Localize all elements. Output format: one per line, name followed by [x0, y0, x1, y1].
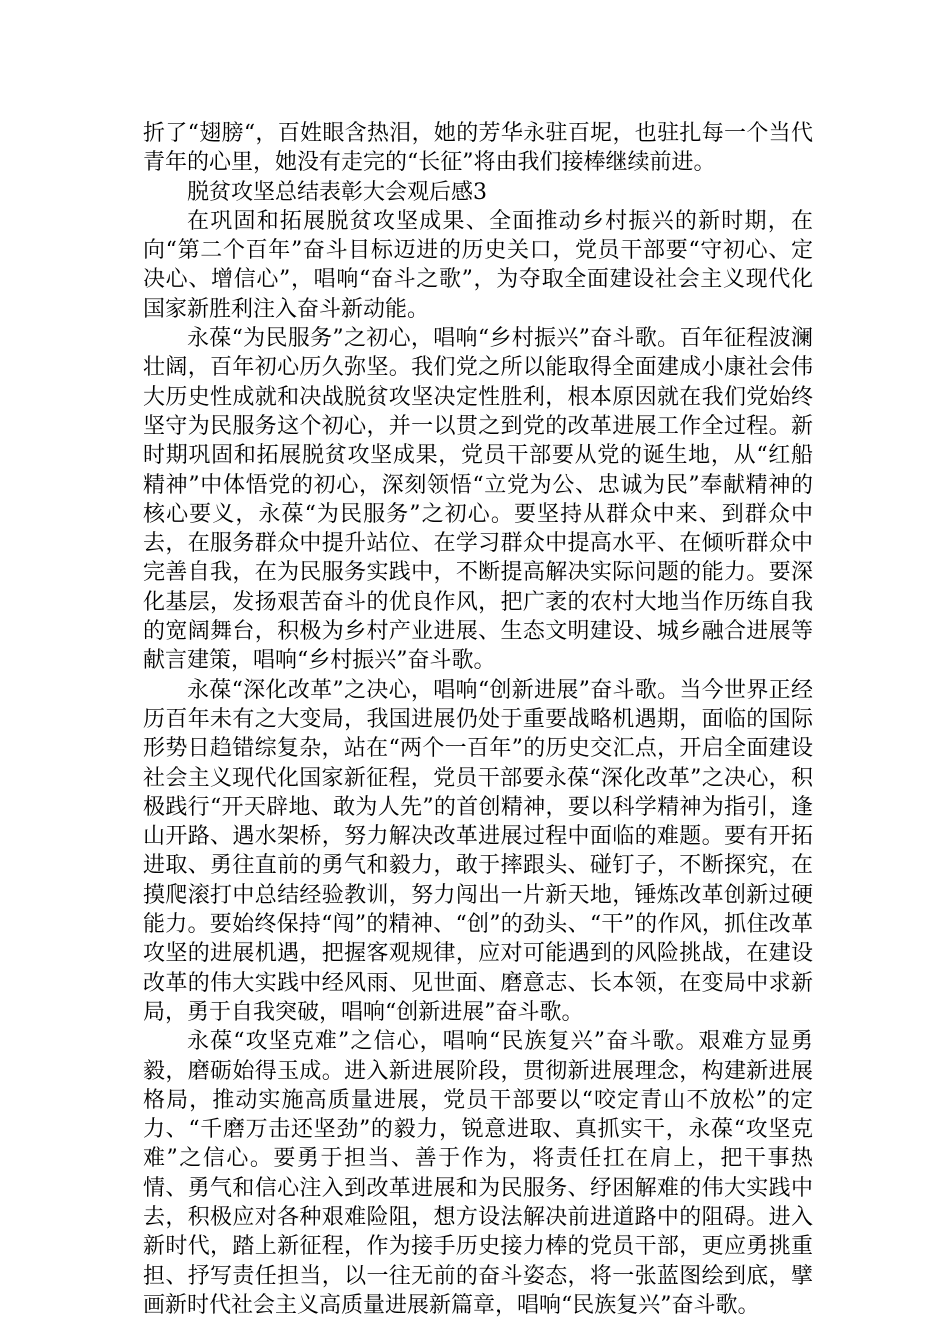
section-heading: 脱贫攻坚总结表彰大会观后感3 [187, 179, 487, 205]
paragraph-continuation: 折了“翅膀“，百姓眼含热泪，她的芳华永驻百坭，也驻扎每一个当代青年的心里，她没有走完的“长征”将由我们接棒继续前进。 [143, 121, 813, 176]
paragraph-intro: 在巩固和拓展脱贫攻坚成果、全面推动乡村振兴的新时期，在向“第二个百年”奋斗目标迈进的历史关口，党员干部要“守初心、定决心、增信心”，唱响“奋斗之歌”，为夺取全面建设社会主义现代化国家新胜利注入奋斗新动能。 [143, 208, 813, 322]
paragraph-service: 永葆“为民服务”之初心，唱响“乡村振兴”奋斗歌。百年征程波澜壮阔，百年初心历久弥坚。我们党之所以能取得全面建成小康社会伟大历史性成就和决战脱贫攻坚决定性胜利，根本原因就在我们党始终坚守为民服务这个初心，并一以贯之到党的改革进展工作全过程。新时期巩固和拓展脱贫攻坚成果，党员干部要从党的诞生地，从“红船精神”中体悟党的初心，深刻领悟“立党为公、忠诚为民”奉献精神的核心要义，永葆“为民服务”之初心。要坚持从群众中来、到群众中去，在服务群众中提升站位、在学习群众中提高水平、在倾听群众中完善自我，在为民服务实践中，不断提高解决实际问题的能力。要深化基层，发扬艰苦奋斗的优良作风，把广袤的农村大地当作历练自我的宽阔舞台，积极为乡村产业进展、生态文明建设、城乡融合进展等献言建策，唱响“乡村振兴”奋斗歌。 [143, 326, 813, 674]
paragraph-reform: 永葆“深化改革”之决心，唱响“创新进展”奋斗歌。当今世界正经历百年未有之大变局，我国进展仍处于重要战略机遇期，面临的国际形势日趋错综复杂，站在“两个一百年”的历史交汇点，开启全面建设社会主义现代化国家新征程，党员干部要永葆“深化改革”之决心，积极践行“开天辟地、敢为人先”的首创精神，要以科学精神为指引，逢山开路、遇水架桥，努力解决改革进展过程中面临的难题。要有开拓进取、勇往直前的勇气和毅力，敢于摔跟头、碰钉子，不断探究，在摸爬滚打中总结经验教训，努力闯出一片新天地，锤炼改革创新过硬能力。要始终保持“闯”的精神、“创”的劲头、“干”的作风，抓住改革攻坚的进展机遇，把握客观规律，应对可能遇到的风险挑战，在建设改革的伟大实践中经风雨、见世面、磨意志、长本领，在变局中求新局，勇于自我突破，唱响“创新进展”奋斗歌。 [143, 677, 813, 1025]
paragraph-rejuvenation: 永葆“攻坚克难”之信心，唱响“民族复兴”奋斗歌。艰难方显勇毅，磨砺始得玉成。进入新进展阶段，贯彻新进展理念，构建新进展格局，推动实施高质量进展，党员干部要以“咬定青山不放松”的定力、“千磨万击还坚劲”的毅力，锐意进取、真抓实干，永葆“攻坚克难”之信心。要勇于担当、善于作为，将责任扛在肩上，把干事热情、勇气和信心注入到改革进展和为民服务、纾困解难的伟大实践中去，积极应对各种艰难险阻，想方设法解决前进道路中的阻碍。进入新时代，踏上新征程，作为接手历史接力棒的党员干部，更应勇挑重担、抒写责任担当，以一往无前的奋斗姿态，将一张蓝图绘到底，擘画新时代社会主义高质量进展新篇章，唱响“民族复兴”奋斗歌。 [143, 1029, 813, 1318]
document-body [143, 119, 813, 1320]
